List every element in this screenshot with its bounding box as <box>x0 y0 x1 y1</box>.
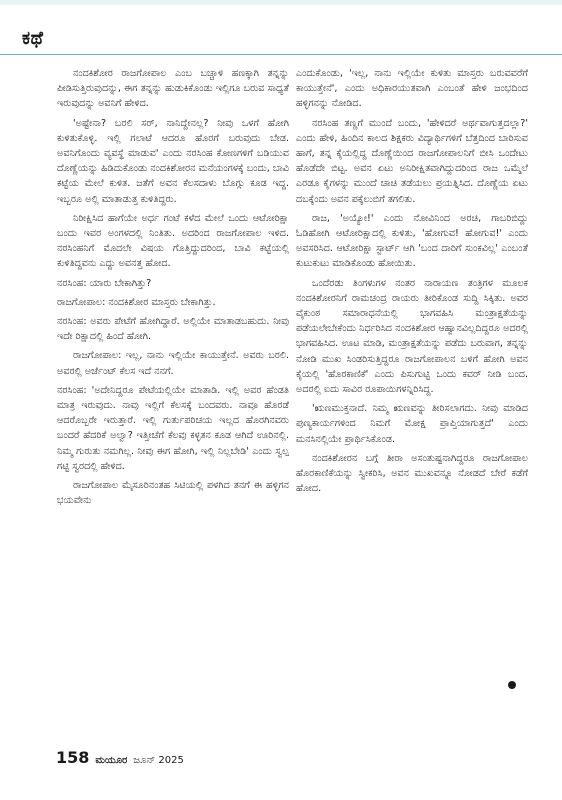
magazine-name: ಮಯೂರ <box>95 755 128 766</box>
paragraph: ನಂದಕಿಶೋರನ ಬಗ್ಗೆ ತೀರಾ ಅಸಂತುಷ್ಟನಾಗಿದ್ದರೂ ರಾಜಗೋಪಾಲ ಹೊರಕಾಣಿಕೆಯನ್ನು ಸ್ವೀಕರಿಸಿ, ಅವನ ಮುಖವನ್ನೂ ನೋಡದೆ ಬೇರೆ ಕಡೆಗೆ ಹೋದ. <box>296 452 528 495</box>
dialogue-line: ರಾಜಗೋಪಾಲ: ನಂದಕಿಶೋರ ಮಾಸ್ತರು ಬೇಕಾಗಿತ್ತು. <box>57 296 216 308</box>
dialogue-line: ನರಸಿಂಹ: ಯಾರು ಬೇಕಾಗಿತ್ತು? <box>57 277 152 289</box>
page-footer <box>56 748 184 767</box>
dialogue-line: ನರಸಿಂಹ: ಅವರು ಪೇಟೆಗೆ ಹೋಗಿದ್ದಾರೆ. ಅಲ್ಲಿಯೇ ಮಾತಾಡಬಹುದು. ನೀವು ಇದೇ ರಿಕ್ಷಾದಲ್ಲಿ ಹಿಂದೆ ಹೋಗಿ. <box>57 316 289 343</box>
paragraph: ಎಂದುಕೊಂಡು, 'ಇಲ್ಲ, ನಾನು ಇಲ್ಲಿಯೇ ಕುಳಿತು ಮಾಸ್ತರು ಬರುವವರೆಗೆ ಕಾಯುತ್ತೇನೆ', ಎಂದು ಅಧಿಕಾರಯುತವಾಗಿ ಎಂಬಂತೆ ಹೇಳಿ ಜಂಭದಿಂದ ಹಳ್ಳಿಗನನ್ನು ನೋಡಿದ. <box>296 68 528 110</box>
page-number: 158 <box>56 748 90 767</box>
paragraph: ರಾಜಗೋಪಾಲ ಮೈಸೂರಿನಂತಹ ಸಿಟಿಯಲ್ಲಿ ಪಳಗಿದ ತನಗೆ ಈ ಹಳ್ಳಿಗನ ಭಯವೇನು <box>57 480 289 507</box>
story-end-bullet-icon <box>508 681 516 689</box>
dialogue-line: ರಾಜಗೋಪಾಲ: ಇಲ್ಲ, ನಾನು ಇಲ್ಲಿಯೇ ಕಾಯುತ್ತೇನೆ. ಅವರು ಬರಲಿ. ಅವರಲ್ಲಿ ಅರ್ಜೆಂಟ್ ಕೆಲಸ ಇದೆ ನನಗೆ. <box>57 350 289 377</box>
dialogue-line: ನರಸಿಂಹ: 'ಅದೇನಿದ್ದರೂ ಪೇಟೆಯಲ್ಲಿಯೇ ಮಾತಾಡಿ. ಇಲ್ಲಿ ಅವರ ಹೆಂಡತಿ ಮಾತ್ರ ಇರುವುದು. ನಾವು ಇಲ್ಲಿಗೆ ಕೆಲಸಕ್ಕೆ ಬಂದವರು. ನಾವೂ ಹೊರಡೆ ಆದರೊಬ್ಬರೇ ಇರುತ್ತಾರೆ. ಇಲ್ಲಿ ಗುರ್ತುಪರಿಚಯ ಇಲ್ಲದ ಹೊರಗಿನವರು ಬಂದರೆ ಹೆದರಿಕೆ ಅಲ್ವಾ? ಇತ್ತೀಚೆಗೆ ಕೆಲವು ಕಳ್ಳತನ ಕೂಡ ಆಗಿದೆ ಊರಿನಲ್ಲಿ. ನಿಮ್ಮ ಗುರುತು ನಮಗಿಲ್ಲ. ನೀವು ಈಗ ಹೋಗಿ, ಇಲ್ಲಿ ನಿಲ್ಲಬೇಡಿ' ಎಂದು ಸ್ವಲ್ಪ ಗಟ್ಟಿ ಸ್ವರದಲ್ಲಿ ಹೇಳಿದ. <box>57 384 289 472</box>
header-accent-bar <box>0 0 562 5</box>
paragraph: ರಾಜ, 'ಅಯ್ಯೋ!' ಎಂದು ನೋವಿನಿಂದ ಅರಚಿ, ಗಾಬರಿಬಿದ್ದು ಓಡಿಹೋಗಿ ಆಟೋರಿಕ್ಷಾದಲ್ಲಿ ಕುಳಿತು, 'ಹೋಗುವ! ಹೋಗುವ!' ಎಂದು ಅವಸರಿಸಿದ. ಆಟೋರಿಕ್ಷಾ ಸ್ಟಾರ್ಟ್ ಆಗಿ 'ಬಂದ ದಾರಿಗೆ ಸುಂಕವಿಲ್ಲ' ಎಂಬಂತೆ ಕುಟುಕುಟು ಮಾಡಿಕೊಂಡು ಹೋಯಿತು. <box>296 212 528 270</box>
right-text-column <box>296 66 528 500</box>
header-rule <box>0 54 562 55</box>
paragraph: ನಂದಕಿಶೋರ ರಾಜಗೋಪಾಲ ಎಂಬ ಬಚ್ಚಾಳಿ ಹಣಕ್ಕಾಗಿ ತನ್ನನ್ನು ಪೀಡಿಸುತ್ತಿರುವುದನ್ನು, ಈಗ ತನ್ನನ್ನು ಹುಡುಕಿಕೊಂಡು ಇಲ್ಲಿಗೂ ಬರುವ ಸಾಧ್ಯತೆ ಇರುವುದನ್ನು ಅವನಿಗೆ ಹೇಳಿದ. <box>57 68 289 110</box>
paragraph: ನಿರೀಕ್ಷಿಸಿದ ಹಾಗೆಯೇ ಅರ್ಧ ಗಂಟೆ ಕಳೆದ ಮೇಲೆ ಒಂದು ಆಟೋರಿಕ್ಷಾ ಬಂದು ಇವರ ಅಂಗಳದಲ್ಲಿ ನಿಂತಿತು. ಅದರಿಂದ ರಾಜಗೋಪಾಲ ಇಳಿದ. ನರಸಿಂಹನಿಗೆ ಮೊದಲೇ ವಿಷಯ ಗೊತ್ತಿದ್ದುದರಿಂದ, ಬಾವಿ ಕಟ್ಟೆಯಲ್ಲಿ ಕುಳಿತಿದ್ದವನು ಎದ್ದು ಅವನತ್ತ ಹೋದ. <box>57 212 289 270</box>
paragraph: 'ಋಣಮುಕ್ತನಾದೆ. ನಿಮ್ಮ ಋಣವನ್ನು ತೀರಿಸಲಾಗದು. ನೀವು ಮಾಡಿದ ಪುಣ್ಯಕಾರ್ಯಗಳಿಂದ ನಿಮಗೆ ಮೋಕ್ಷ ಪ್ರಾಪ್ತಿಯಾಗುತ್ತದೆ' ಎಂದು ಮನಸಿನಲ್ಲಿಯೇ ಪ್ರಾರ್ಥಿಸಿಕೊಂಡ. <box>296 403 528 445</box>
issue-date: ಜೂನ್ 2025 <box>133 755 184 766</box>
paragraph: ಒಂದೆರಡು ತಿಂಗಳುಗಳ ನಂತರ ನಾರಾಯಣ ತಂತ್ರಿಗಳ ಮೂಲಕ ನಂದಕಿಶೋರನಿಗೆ ರಾಮಚಂದ್ರ ರಾಯರು ತೀರಿಕೊಂಡ ಸುದ್ದಿ ಸಿಕ್ಕಿತು. ಅವರ ವೈಕುಂಠ ಸಮಾರಾಧನೆಯಲ್ಲಿ ಭಾಗವಹಿಸಿ ಮಂತ್ರಾಕ್ಷತೆಯನ್ನು ಪಡೆಯಲೇಬೇಕೆಂದು ನಿರ್ಧರಿಸಿದ ನಂದಕಿಶೋರ ಆಹ್ವಾನವಿಲ್ಲದಿದ್ದರೂ ಅದರಲ್ಲಿ ಭಾಗವಹಿಸಿದ. ಊಟ ಮಾಡಿ, ಮಂತ್ರಾಕ್ಷತೆಯನ್ನು ಪಡೆದು ಬರುವಾಗ, ತನ್ನನ್ನು ನೋಡಿ ಮುಖ ಸಿಂಡರಿಸುತ್ತಿದ್ದರೂ ರಾಜಗೋಪಾಲನ ಬಳಿಗೆ ಹೋಗಿ ಅವನ ಕೈಯಲ್ಲಿ 'ಹೊರಕಾಣಿಕೆ' ಎಂದು ಪಿಸುಗುಟ್ಟಿ ಒಂದು ಕವರ್ ನೀಡಿ ಬಂದ. ಅದರಲ್ಲಿ ಐದು ಸಾವಿರ ರೂಪಾಯಿಗಳನ್ನಿರಿಸಿದ್ದ. <box>296 277 528 396</box>
left-text-column <box>57 66 289 512</box>
paragraph: 'ಅಷ್ಟೇನಾ? ಬರಲಿ ಸರ್, ನಾನಿದ್ದೇನಲ್ಲ? ನೀವು ಒಳಗೆ ಹೋಗಿ ಕುಳಿತುಕೊಳ್ಳಿ. ಇಲ್ಲಿ ಗಲಾಟೆ ಆದರೂ ಹೊರಗೆ ಬರುವುದು ಬೇಡ. ಅವನಿಗೊಂದು ವ್ಯವಸ್ಥೆ ಮಾಡುವ' ಎಂದು ನರಸಿಂಹ ಕೋಣಗಳಿಗೆ ಬಡಿಯುವ ದೊಣ್ಣೆಯನ್ನು ಹಿಡಿದುಕೊಂಡು ನಂದಕಿಶೋರನ ಮನೆಯಂಗಳಕ್ಕೆ ಬಂದು, ಬಾವಿ ಕಟ್ಟೆಯ ಮೇಲೆ ಕುಳಿತ. ಜತೆಗೆ ಅವನ ಕೆಲಸದಾಳು ಬೊಗ್ಗು ಕೂಡ ಇದ್ದ. ಇಬ್ಬರೂ ಅಲ್ಲಿ ಮಾತಾಡುತ್ತ ಕುಳಿತಿದ್ದರು. <box>57 117 289 205</box>
paragraph: ನರಸಿಂಹ ತಣ್ಣಗೆ ಮುಂದೆ ಬಂದು, 'ಹೇಳಿದರೆ ಅರ್ಥವಾಗುತ್ತದಲ್ಲಾ?' ಎಂದು ಹೇಳಿ, ಹಿಂದಿನ ಕಾಲದ ಶಿಕ್ಷಕರು ವಿದ್ಯಾರ್ಥಿಗಳಿಗೆ ಬೆತ್ತದಿಂದ ಬಾರಿಸುವ ಹಾಗೆ, ತನ್ನ ಕೈಯಲ್ಲಿದ್ದ ದೊಣ್ಣೆಯಿಂದ ರಾಜಗೋಪಾಲನಿಗೆ ಬೀಸಿ ಒಂದೇಟು ಹೊಡೆದೇ ಬಿಟ್ಟ. ಅವನ ಏಟು ಅನಿರೀಕ್ಷಿತವಾಗಿದ್ದುದರಿಂದ ರಾಜ ಒಮ್ಮೆಲೆ ಎರಡೂ ಕೈಗಳನ್ನು ಮುಂದೆ ಚಾಚಿ ತಡೆಯಲು ಪ್ರಯತ್ನಿಸಿದ. ದೊಣ್ಣೆಯ ಏಟು ದಬಕ್ಕೆಂದು ಅವನ ಪಕ್ಕೆಲುಬಿಗೆ ತಗಲಿತು. <box>296 117 528 205</box>
section-title: ಕಥೆ <box>22 28 44 49</box>
